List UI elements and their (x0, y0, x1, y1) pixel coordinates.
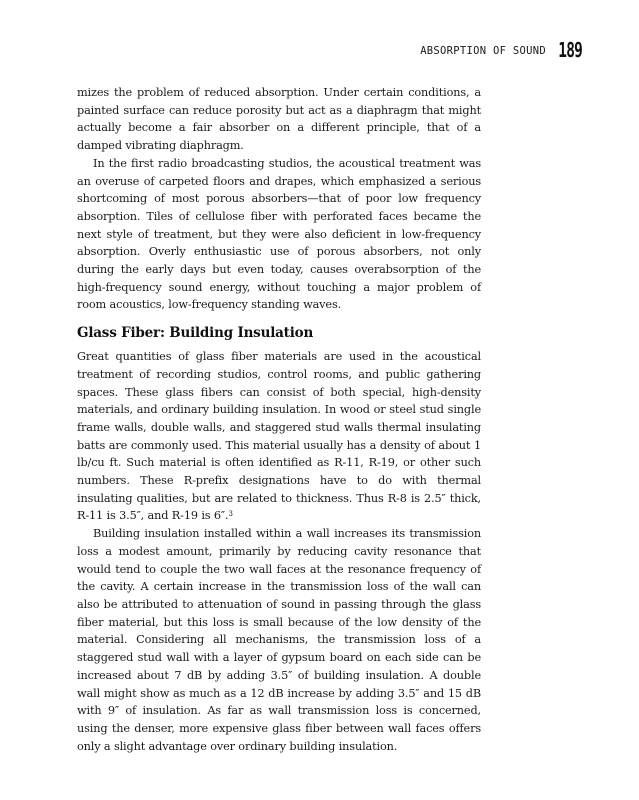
paragraph-building-insulation: Building insulation installed within a wall increases its transmission loss a modest amount, primarily by reducing cavity resonance that would tend to couple the two wall faces at the resonance frequency of the cavity. A certain increase in the transmission loss of the wall can also be attributed to attenuation of sound in passing through the glass fiber material, but this loss is small because of the low density of the material. Considering all mechanisms, the transmission loss of a staggered stud wall with a layer of gypsum board on each side can be increased about 7 dB by adding 3.5″ of building insulation. A double wall might show as much as a 12 dB increase by adding 3.5″ and 15 dB with 9″ of insulation. As far as wall transmission loss is concerned, using the denser, more expensive glass fiber between wall faces offers only a slight advantage over ordinary building insulation. (77, 527, 481, 753)
paragraph-radio-studios: In the first radio broadcasting studios, the acoustical treatment was an overuse of carpeted floors and drapes, which emphasized a serious shortcoming of most porous absorbers—that of poor low frequency absorption. Tiles of cellulose fiber with perforated faces became the next style of treatment, but they were also deficient in low-frequency absorption. Overly enthusiastic use of porous absorbers, not only during the early days but even today, causes overabsorption of the high-frequency sound energy, without touching a major problem of room acoustics, low-frequency standing waves. (77, 156, 481, 312)
running-title: ABSORPTION OF SOUND (420, 45, 546, 57)
paragraph-glass-fiber (77, 348, 481, 525)
page-number: 189 (558, 38, 582, 62)
paragraph-continuation: mizes the problem of reduced absorption. Under certain conditions, a painted surface can reduce porosity but act as a diaphragm that might actually become a fair absorber on a different principle, that of a damped vibrating diaphragm. (77, 86, 481, 153)
paragraph-glass-fiber-text: Great quantities of glass fiber materials are used in the acoustical treatment of recording studios, control rooms, and public gathering spaces. These glass fibers can consist of both special, high-density materials, and ordinary building insulation. In wood or steel stud single frame walls, double walls, and staggered stud walls thermal insulating batts are commonly used. This material usually has a density of about 1 lb/cu ft. Such material is often identified as R-11, R-19, or other such numbers. These R-prefix designations have to do with thermal insulating qualities, but are related to thickness. Thus R-8 is 2.5″ thick, R-11 is 3.5″, and R-19 is 6″. (77, 350, 481, 523)
body-text (77, 84, 481, 755)
running-header (300, 38, 582, 68)
section-heading: Glass Fiber: Building Insulation (77, 325, 314, 342)
footnote-marker: 3 (228, 510, 233, 519)
